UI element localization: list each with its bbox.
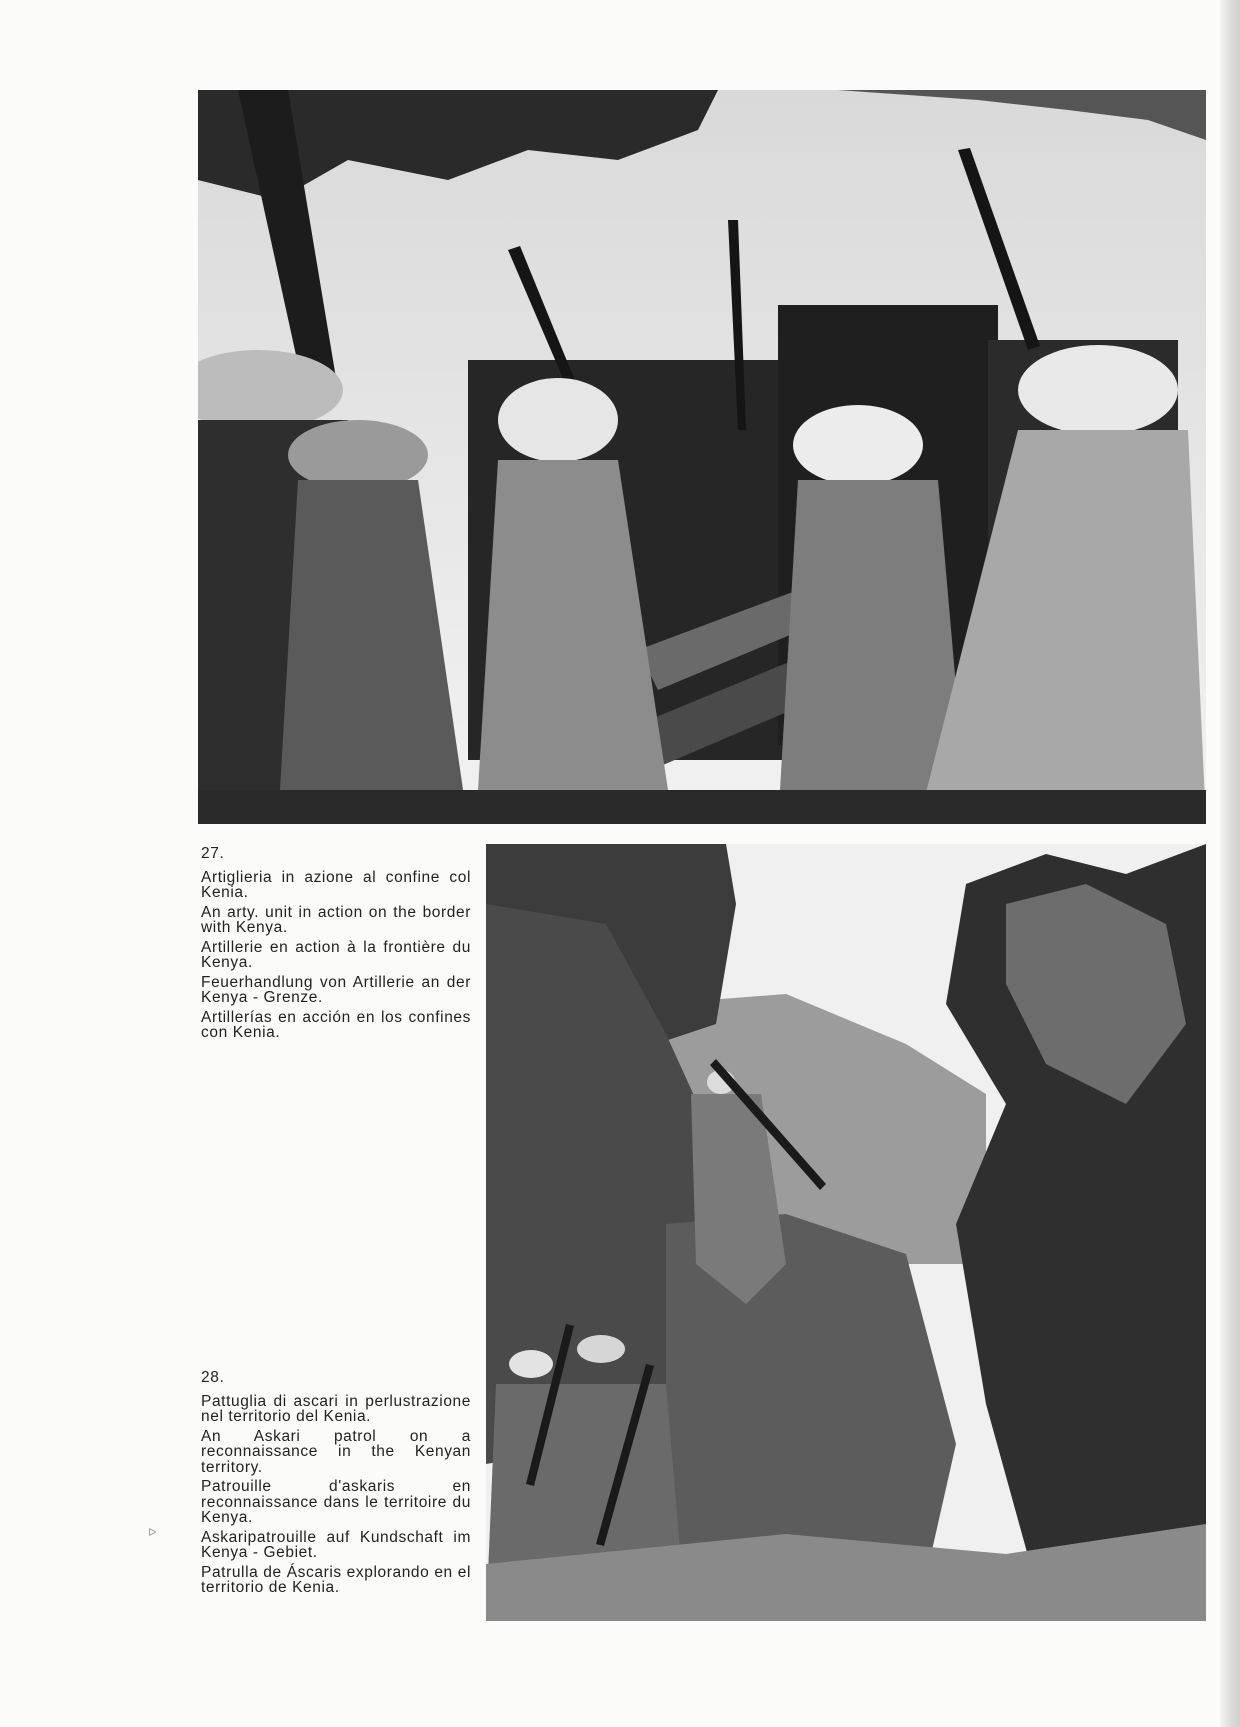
caption-number: 28. [201, 1369, 225, 1386]
stray-mark: ᐅ [148, 1527, 157, 1539]
caption-italian: Pattuglia di ascari in perlustrazione nel territorio del Kenia. [201, 1392, 471, 1425]
caption-number: 27. [201, 845, 225, 862]
photo-askari-patrol [486, 844, 1206, 1621]
caption-french: Artillerie en action à la frontière du Kenya. [201, 938, 471, 971]
photo-artillery-crew [198, 90, 1206, 824]
caption-27 [201, 846, 471, 1045]
caption-spanish: Artillerías en acción en los confines con Kenia. [201, 1008, 471, 1041]
caption-english: An Askari patrol on a reconnaissance in the Kenyan territory. [201, 1427, 471, 1476]
caption-spanish: Patrulla de Áscaris explorando en el territorio de Kenia. [201, 1563, 471, 1596]
caption-italian: Artiglieria in azione al confine col Kenia. [201, 868, 471, 901]
page-edge-shadow [1220, 0, 1240, 1727]
caption-english: An arty. unit in action on the border with Kenya. [201, 903, 471, 936]
caption-german: Askaripatrouille auf Kundschaft im Kenya - Gebiet. [201, 1528, 471, 1561]
caption-german: Feuerhandlung von Artillerie an der Kenya - Grenze. [201, 973, 471, 1006]
caption-french: Patrouille d'askaris en reconnaissance dans le territoire du Kenya. [201, 1478, 471, 1526]
caption-28 [201, 1370, 471, 1600]
